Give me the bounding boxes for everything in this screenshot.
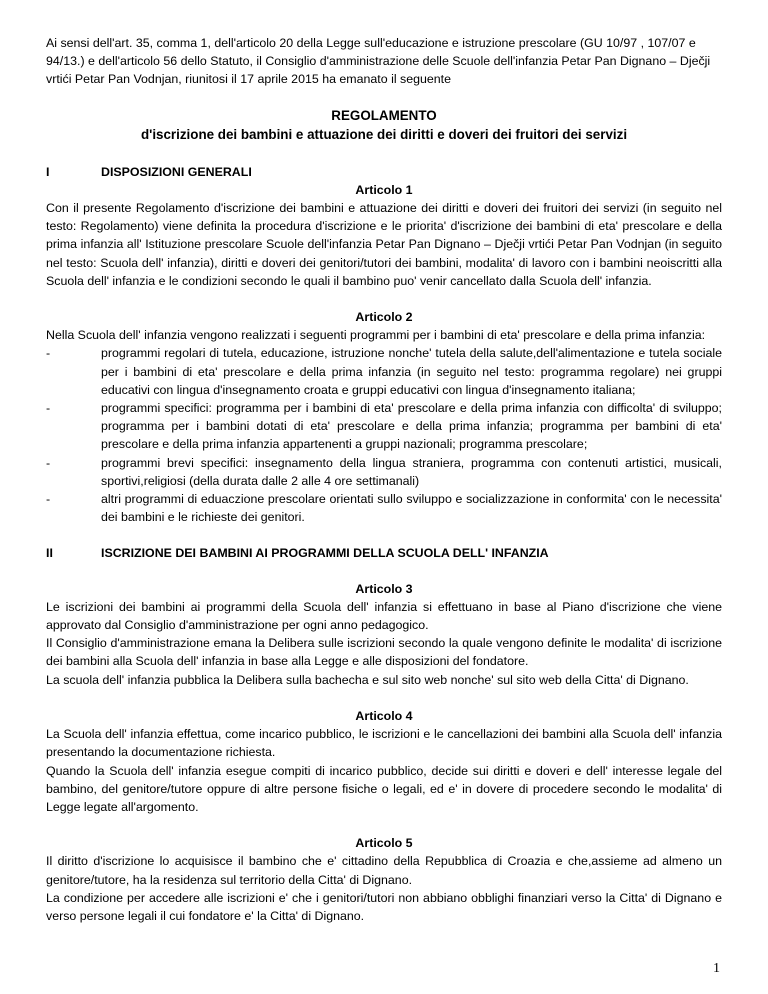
article-paragraph: La condizione per accedere alle iscrizioni e' che i genitori/tutori non abbiano obblighi finanziari verso la Citta' di Dignano e verso persone legali il cui fondatore e' la Citta' di Dignano. xyxy=(46,890,722,923)
section-heading-1 xyxy=(46,163,722,181)
section-number: II xyxy=(46,546,53,561)
article-heading: Articolo 5 xyxy=(355,836,413,851)
list-item: - programmi brevi specifici: insegnamento della lingua straniera, programma con contenuti artistici, musicali, sportivi,religiosi (della durata dalle 2 alle 4 ore settimanali) xyxy=(46,455,722,488)
page-number: 1 xyxy=(713,961,720,976)
section-number: I xyxy=(46,164,50,179)
article-paragraph: Nella Scuola dell' infanzia vengono realizzati i seguenti programmi per i bambini di eta' prescolare e della prima infanzia: xyxy=(46,328,706,343)
article-heading: Articolo 4 xyxy=(355,708,413,723)
document-title: REGOLAMENTO xyxy=(331,107,437,123)
article-heading: Articolo 3 xyxy=(355,581,413,596)
article-paragraph: Il Consiglio d'amministrazione emana la Delibera sulle iscrizioni secondo la quale vengono definite le modalita' di iscrizione dei bambini alla Scuola dell' infanzia in base alla Legge e alle disposizioni del fondatore. xyxy=(46,636,722,669)
document-page xyxy=(46,34,722,925)
section-title: DISPOSIZIONI GENERALI xyxy=(101,164,252,179)
list-item: - programmi specifici: programma per i bambini di eta' prescolare e della prima infanzia con difficolta' di sviluppo; programma per i bambini dotati di eta' prescolare e della prima infanzia; programma per bambini di eta' prescolare e della prima infanzia appartenenti a gruppi nazionali; programma prescolare; xyxy=(46,401,722,452)
article-paragraph: Con il presente Regolamento d'iscrizione dei bambini e attuazione dei diritti e doveri dei fruitori dei servizi (in seguito nel testo: Regolamento) viene definita la procedura d'iscrizione e le priorita' d'iscrizione dei bambini di eta' prescolare e della prima infanzia all' Istituzione prescolare Scuole dell'infanzia Petar Pan Dignano – Dječji vrtići Petar Pan Vodnjan (in seguito nel testo: Scuola dell' infanzia), diritti e doveri dei genitori/tutori dei bambini, modalita' di lavoro con i bambini neoiscritti alla Scuola dell' infanzia e le condizioni secondo le quali il bambino puo' venir cancellato dalla Scuola dell' infanzia. xyxy=(46,201,722,288)
article-heading: Articolo 2 xyxy=(355,310,413,325)
document-subtitle: d'iscrizione dei bambini e attuazione dei diritti e doveri dei fruitori dei servizi xyxy=(140,126,628,142)
article-paragraph: Le iscrizioni dei bambini ai programmi della Scuola dell' infanzia si effettuano in base al Piano d'iscrizione che viene approvato dal Consiglio d'amministrazione per ogni anno pedagogico. xyxy=(46,599,722,633)
article-paragraph: Quando la Scuola dell' infanzia esegue compiti di incarico pubblico, decide sui diritti e doveri e dell' interesse legale del bambino, del genitore/tutore oppure di altre persone fisiche o legali, ed e' in dovere di procedere secondo le modalita' di Legge legate all'argomento. xyxy=(46,763,722,814)
article-paragraph: La scuola dell' infanzia pubblica la Delibera sulla bachecha e sul sito web nonche' sul sito web della Citta' di Dignano. xyxy=(46,672,689,687)
program-list xyxy=(46,344,722,526)
section-title: ISCRIZIONE DEI BAMBINI AI PROGRAMMI DELLA SCUOLA DELL' INFANZIA xyxy=(101,546,549,561)
article-heading: Articolo 1 xyxy=(355,182,413,197)
list-item: - altri programmi di eduaczione prescolare orientati sullo sviluppo e socializzazione in conformita' con le necessita' dei bambini e le richieste dei genitori. xyxy=(46,492,722,525)
intro-paragraph: Ai sensi dell'art. 35, comma 1, dell'articolo 20 della Legge sull'educazione e istruzione prescolare (GU 10/97 , 107/07 e 94/13.) e dell'articolo 56 dello Statuto, il Consiglio d'amministrazione delle Scuole dell'infanzia Petar Pan Dignano – Dječji vrtići Petar Pan Vodnjan, riunitosi il 17 aprile 2015 ha emanato il seguente xyxy=(46,36,711,87)
section-heading-2 xyxy=(46,544,722,562)
article-paragraph: La Scuola dell' infanzia effettua, come incarico pubblico, le iscrizioni e le cancellazioni dei bambini alla Scuola dell' infanzia presentando la documentazione richiesta. xyxy=(46,727,722,760)
list-item: - programmi regolari di tutela, educazione, istruzione nonche' tutela della salute,dell'alimentazione e tutela sociale per i bambini di eta' prescolare e della prima infanzia (in seguito nel testo: programma regolare) nei gruppi educativi con lingua d'insegnamento croata e gruppi educativi con lingua d'insegnamento italiana; xyxy=(46,346,722,397)
article-paragraph: Il diritto d'iscrizione lo acquisisce il bambino che e' cittadino della Repubblica di Croazia e che,assieme ad almeno un genitore/tutore, ha la residenza sul territorio della Citta' di Dignano. xyxy=(46,854,722,887)
